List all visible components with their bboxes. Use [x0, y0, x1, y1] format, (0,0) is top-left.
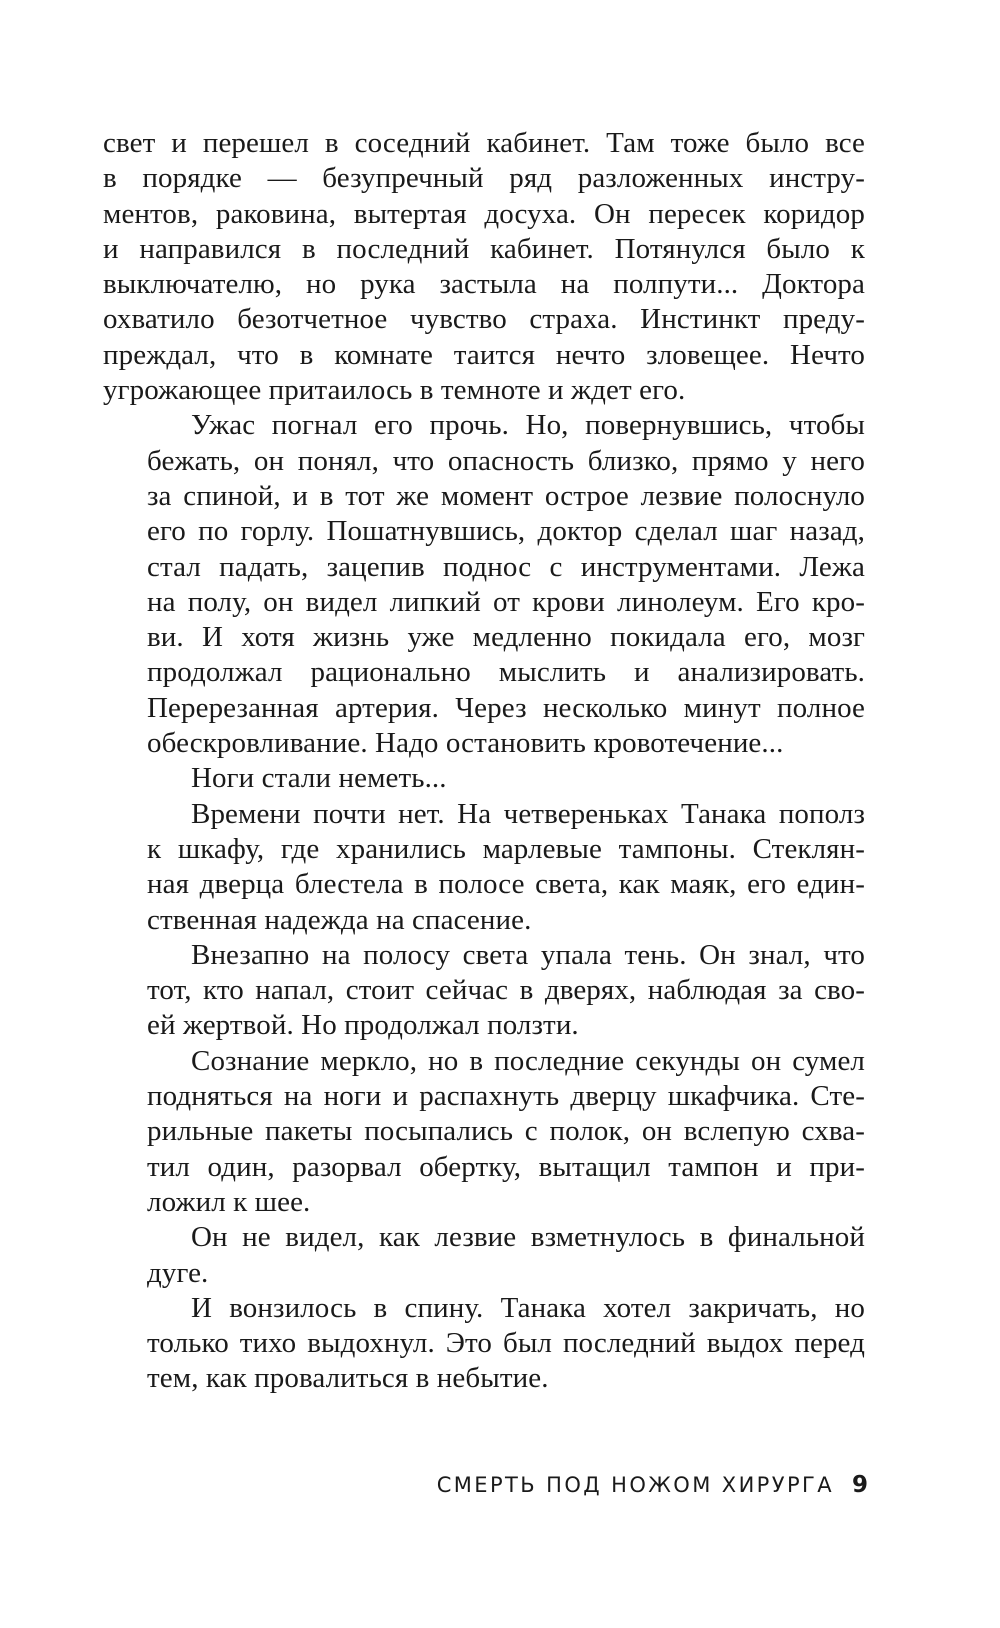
text-line: ственная надежда на спасение.: [147, 903, 532, 936]
text-line: Сознание меркло, но в последние секунды он сумел: [191, 1044, 865, 1077]
paragraph: [103, 1220, 865, 1291]
text-line: только тихо выдохнул. Это был последний выдох перед: [147, 1327, 865, 1360]
text-line: тем, как провалиться в небытие.: [147, 1362, 549, 1395]
text-line: ей жертвой. Но продолжал ползти.: [147, 1009, 579, 1042]
text-line: к шкафу, где хранились марлевые тампоны. Стеклян-: [147, 832, 865, 865]
text-line: И вонзилось в спину. Танака хотел закричать, но: [191, 1291, 865, 1324]
paragraph: [103, 1044, 865, 1220]
text-line: ная дверца блестела в полосе света, как маяк, его един-: [147, 868, 865, 901]
text-line: и направился в последний кабинет. Потянулся было к: [103, 232, 865, 265]
text-line: на полу, он видел липкий от крови линолеум. Его кро-: [147, 585, 865, 618]
text-line: в порядке — безупречный ряд разложенных инстру-: [103, 162, 865, 195]
text-line: обескровливание. Надо остановить кровотечение...: [147, 727, 784, 760]
text-line: Времени почти нет. На четвереньках Танака пополз: [191, 797, 865, 830]
paragraph: [103, 761, 865, 796]
paragraph: [103, 126, 865, 408]
text-line: ментов, раковина, вытертая досуха. Он пересек коридор: [103, 197, 865, 230]
paragraph: [103, 797, 865, 938]
text-line: рильные пакеты посыпались с полок, он вслепую схва-: [147, 1115, 865, 1148]
page-footer: [0, 1472, 868, 1498]
text-line: охватило безотчетное чувство страха. Инстинкт преду-: [103, 303, 865, 336]
text-line: тот, кто напал, стоит сейчас в дверях, наблюдая за сво-: [147, 974, 865, 1007]
text-line: дуге.: [147, 1256, 209, 1289]
page-number: 9: [851, 1472, 868, 1498]
text-line: за спиной, и в тот же момент острое лезвие полоснуло: [147, 479, 865, 512]
text-line: Внезапно на полосу света упала тень. Он знал, что: [191, 938, 865, 971]
text-line: преждал, что в комнате таится нечто зловещее. Нечто: [103, 338, 865, 371]
text-line: стал падать, зацепив поднос с инструментами. Лежа: [147, 550, 865, 583]
text-line: выключателю, но рука застыла на полпути... Доктора: [103, 268, 865, 301]
text-line: Он не видел, как лезвие взметнулось в финальной: [191, 1221, 865, 1254]
text-line: ложил к шее.: [147, 1185, 311, 1218]
text-line: Перерезанная артерия. Через несколько минут полное: [147, 691, 865, 724]
text-line: продолжал рационально мыслить и анализировать.: [147, 656, 865, 689]
text-line: свет и перешел в соседний кабинет. Там тоже было все: [103, 127, 865, 159]
text-line: бежать, он понял, что опасность близко, прямо у него: [147, 444, 865, 477]
text-line: угрожающее притаилось в темноте и ждет его.: [103, 374, 686, 407]
text-line: подняться на ноги и распахнуть дверцу шкафчика. Сте-: [147, 1080, 865, 1113]
paragraph: [103, 938, 865, 1044]
paragraph: [103, 1291, 865, 1397]
text-line: тил один, разорвал обертку, вытащил тампон и при-: [147, 1150, 865, 1183]
text-line: Ужас погнал его прочь. Но, повернувшись, чтобы: [191, 409, 865, 442]
text-line: ви. И хотя жизнь уже медленно покидала его, мозг: [147, 621, 865, 654]
text-line: Ноги стали неметь...: [191, 762, 447, 795]
body-text: [103, 126, 865, 1397]
paragraph: [103, 408, 865, 761]
text-line: его по горлу. Пошатнувшись, доктор сделал шаг назад,: [147, 515, 865, 548]
running-title: СМЕРТЬ ПОД НОЖОМ ХИРУРГА: [436, 1473, 834, 1497]
